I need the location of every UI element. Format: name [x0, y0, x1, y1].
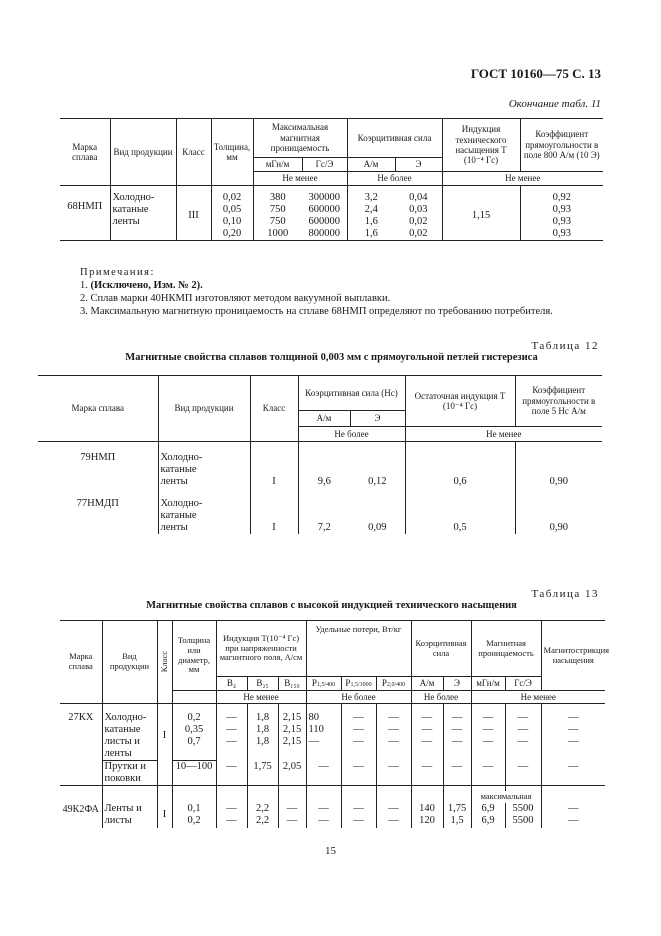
- table-cell: —: [216, 736, 247, 748]
- table-cell: 1,75: [247, 760, 278, 773]
- table-cell: 1,75: [443, 803, 471, 815]
- table-cell: —: [411, 760, 443, 773]
- table-cell: 0,7: [172, 736, 216, 748]
- page-number: 15: [325, 845, 336, 857]
- col-product: Вид продукции: [102, 621, 157, 704]
- table-cell: 2,2: [247, 803, 278, 815]
- class-vertical-label: Класс: [158, 651, 169, 673]
- table-cell: 300000: [308, 191, 340, 203]
- limit-label: Не менее: [471, 691, 605, 704]
- table-cell: 0,02: [211, 192, 253, 204]
- table-cell: 1,8: [247, 712, 278, 724]
- col-coercive: Коэрцитивная сила: [347, 119, 442, 158]
- limit-label: Не менее: [253, 172, 347, 186]
- col-coercive: Коэрцитивная сила: [411, 621, 471, 677]
- table-cell: —: [376, 815, 411, 827]
- col-perm: Магнитная проницаемость: [471, 621, 541, 677]
- table-cell: 2,2: [247, 815, 278, 827]
- table-12-title: Магнитные свойства сплавов толщиной 0,003 мм с прямоугольной петлей гистерезиса: [125, 352, 538, 363]
- unit: Э: [395, 158, 442, 172]
- table-cell: —: [216, 803, 247, 815]
- note-2: 2. Сплав марки 40НКМП изготовляют методом вакуумной выплавки.: [80, 293, 391, 304]
- max-label: максимальная: [471, 791, 541, 803]
- table-cell: —: [341, 760, 376, 773]
- product-line: катаные: [110, 204, 176, 216]
- table-cell: —: [341, 815, 376, 827]
- col-grade: Марка сплава: [38, 376, 158, 442]
- table-cell: —: [341, 712, 376, 724]
- table-13: [60, 620, 610, 828]
- product-line: Прутки и: [102, 760, 157, 773]
- induction-cell: 1,15: [442, 192, 520, 241]
- table-cell: —: [471, 760, 505, 773]
- table-cell: 110: [306, 724, 341, 736]
- table-cell: —: [505, 736, 541, 748]
- table-cell: —: [216, 760, 247, 773]
- product-line: листы: [102, 815, 157, 827]
- table-cell: 3,2: [347, 192, 395, 204]
- table-cell: —: [443, 760, 471, 773]
- table-cell: 0,20: [211, 228, 253, 241]
- table-cell: 0,09: [368, 521, 387, 533]
- table-cell: —: [306, 760, 341, 773]
- notes-title: Примечания:: [80, 267, 155, 278]
- table-cell: —: [278, 815, 306, 827]
- table-cell: —: [541, 803, 605, 815]
- col-grade: Марка сплава: [60, 621, 102, 704]
- col-coercive: Коэрцитивная сила (Нс): [298, 376, 405, 411]
- col-class: [157, 621, 172, 704]
- col-residual: Остаточная индукция Т (10⁻⁴ Гс): [405, 376, 515, 427]
- table-cell: 80: [306, 712, 341, 724]
- table-cell: 0,02: [409, 215, 428, 227]
- table-cell: 2,15: [278, 724, 306, 736]
- note-1-number: 1.: [80, 280, 88, 291]
- col-induction: Индукция технического насыщения Т (10⁻⁴ Гс): [442, 119, 520, 172]
- table-12: [38, 375, 602, 534]
- table-cell: —: [216, 724, 247, 736]
- table-cell: —: [541, 815, 605, 827]
- table-cell: 0,35: [172, 724, 216, 736]
- table-cell: 800000: [302, 228, 347, 241]
- table-cell: —: [341, 803, 376, 815]
- table-cell: —: [541, 724, 605, 736]
- col-class: Класс: [250, 376, 298, 442]
- table-cell: 1,6: [347, 216, 395, 228]
- limit-label: Не более: [411, 691, 471, 704]
- table-cell: 1000: [253, 228, 302, 241]
- product-line: ленты: [158, 476, 250, 488]
- product-line: катаные: [102, 724, 157, 736]
- col-max-perm: Максимальная магнитная проницаемость: [253, 119, 347, 158]
- table-cell: 0,12: [368, 475, 387, 487]
- table-cell: —: [341, 724, 376, 736]
- sub-col: А/м: [411, 677, 443, 691]
- p-subscript: 1,5/400: [316, 682, 336, 689]
- col-product: Вид продукции: [158, 376, 250, 442]
- table-cell: 600000: [308, 215, 340, 227]
- table-cell: 0,92: [520, 192, 603, 204]
- unit: мГн/м: [253, 158, 302, 172]
- p-subscript: 1,5/1000: [350, 682, 372, 689]
- table-cell: 0,5: [405, 522, 515, 534]
- table-cell: —: [541, 760, 605, 773]
- col-losses: Удельные потери, Вт/кг: [306, 621, 411, 677]
- note-1-text: (Исключено, Изм. № 2).: [90, 280, 203, 291]
- table-cell: —: [376, 712, 411, 724]
- table-cell: 2,15: [278, 736, 306, 748]
- unit: Э: [350, 411, 405, 427]
- table-cell: —: [278, 803, 306, 815]
- table-cell: —: [216, 712, 247, 724]
- table-cell: —: [443, 724, 471, 736]
- table-cell: 0,93: [520, 204, 603, 216]
- sub-col: [376, 677, 411, 691]
- product-line: листы и: [102, 736, 157, 748]
- note-3: 3. Максимальную магнитную проницаемость на сплаве 68НМП определяют по требованию потребителя.: [80, 306, 553, 317]
- table-cell: —: [376, 736, 411, 748]
- sub-col: Э: [443, 677, 471, 691]
- col-thickness: Толщина, мм: [211, 119, 253, 186]
- table-cell: 1,5: [443, 815, 471, 827]
- table-cell: —: [306, 803, 341, 815]
- limit-label: Не менее: [405, 427, 602, 442]
- table-cell: —: [376, 724, 411, 736]
- col-product: Вид продукции: [110, 119, 176, 186]
- limit-label: Не менее: [442, 172, 603, 186]
- product-line: Холодно-: [110, 192, 176, 204]
- table-cell: —: [306, 736, 341, 748]
- grade-cell: 68НМП: [60, 192, 110, 241]
- table-cell: 140: [411, 803, 443, 815]
- product-line: Холодно-: [158, 498, 250, 510]
- table-end-caption: Окончание табл. 11: [508, 98, 601, 110]
- unit: А/м: [298, 411, 350, 427]
- table-cell: 9,6: [298, 476, 350, 488]
- table-cell: —: [411, 712, 443, 724]
- col-thickness: Толщина или диаметр, мм: [172, 621, 216, 691]
- sub-col: [341, 677, 376, 691]
- product-line: поковки: [102, 773, 157, 786]
- col-rect: Коэффициент прямоугольности в поле 800 А/м (10 Э): [520, 119, 603, 172]
- p-symbol: P: [311, 678, 317, 689]
- product-line: ленты: [102, 748, 157, 761]
- table-cell: 750: [253, 204, 302, 216]
- table-cell: 1,8: [247, 736, 278, 748]
- unit: А/м: [347, 158, 395, 172]
- sub-col: B₁₅₀: [278, 677, 306, 691]
- table-cell: 1,6: [347, 228, 395, 241]
- class-cell: I: [250, 476, 298, 488]
- table-cell: —: [411, 736, 443, 748]
- table-cell: —: [443, 736, 471, 748]
- p-subscript: 2,0/400: [386, 682, 406, 689]
- class-cell: III: [176, 192, 211, 241]
- class-cell: I: [157, 803, 172, 827]
- product-line: катаные: [158, 464, 250, 476]
- table-cell: 2,15: [278, 712, 306, 724]
- col-class: Класс: [176, 119, 211, 186]
- table-cell: —: [411, 724, 443, 736]
- table-cell: 750: [253, 216, 302, 228]
- table-cell: 0,93: [520, 228, 603, 241]
- table-cell: 6,9: [471, 815, 505, 827]
- col-rect: Коэффициент прямоугольности в поле 5 Нс А/м: [515, 376, 602, 427]
- table-cell: —: [341, 736, 376, 748]
- table-cell: —: [541, 736, 605, 748]
- table-cell: 2,05: [278, 760, 306, 773]
- table-cell: 10—100: [172, 760, 216, 773]
- table-cell: 0,03: [409, 203, 428, 215]
- table-cell: 0,2: [172, 712, 216, 724]
- table-cell: 0,93: [520, 216, 603, 228]
- table-cell: 5500: [505, 803, 541, 815]
- sub-col: B₂₅: [247, 677, 278, 691]
- table-cell: —: [471, 712, 505, 724]
- grade-cell: 27КХ: [68, 711, 94, 723]
- class-cell: I: [250, 522, 298, 534]
- table-cell: 0,02: [395, 228, 442, 241]
- product-line: катаные: [158, 510, 250, 522]
- table-cell: 0,1: [172, 803, 216, 815]
- p-symbol: P: [381, 678, 387, 689]
- table-cell: 380: [253, 192, 302, 204]
- table-cell: 5500: [505, 815, 541, 827]
- product-line: Ленты и: [102, 803, 157, 815]
- sub-col: мГн/м: [471, 677, 505, 691]
- table-cell: —: [505, 712, 541, 724]
- table-cell: 0,04: [409, 191, 428, 203]
- limit-label: Не менее: [216, 691, 306, 704]
- col-grade: Марка сплава: [60, 119, 110, 186]
- table-cell: 2,4: [347, 204, 395, 216]
- table-cell: 1,8: [247, 724, 278, 736]
- product-line: Холодно-: [158, 452, 250, 464]
- table-cell: 120: [411, 815, 443, 827]
- limit-label: Не более: [306, 691, 411, 704]
- note-1: [80, 279, 620, 292]
- table-cell: 0,90: [515, 522, 602, 534]
- grade-cell: 77НМДП: [76, 497, 119, 509]
- table-cell: 0,05: [211, 204, 253, 216]
- grade-cell: 49К2ФА: [62, 803, 99, 815]
- table-cell: —: [471, 736, 505, 748]
- sub-col: [306, 677, 341, 691]
- product-line: ленты: [158, 522, 250, 534]
- table-cell: 6,9: [471, 803, 505, 815]
- table-cell: —: [443, 712, 471, 724]
- sub-col: Гс/Э: [505, 677, 541, 691]
- col-magnetostriction: Магнитострикция насыщения: [541, 621, 605, 691]
- table-cell: —: [471, 724, 505, 736]
- sub-col: B₄: [216, 677, 247, 691]
- col-induction: Индукция Т(10⁻⁴ Гс) при напряженности магнитного поля, А/см: [216, 621, 306, 677]
- product-line: ленты: [110, 216, 176, 228]
- limit-label: Не более: [347, 172, 442, 186]
- page-ref: ГОСТ 10160—75 С. 13: [470, 66, 601, 81]
- table-12-label: Таблица 12: [531, 340, 599, 352]
- table-13-label: Таблица 13: [531, 588, 599, 600]
- table-cell: 0,10: [211, 216, 253, 228]
- table-cell: —: [376, 760, 411, 773]
- p-symbol: P: [345, 678, 351, 689]
- limit-label: Не более: [298, 427, 405, 442]
- table-cell: —: [306, 815, 341, 827]
- table-cell: 0,90: [515, 476, 602, 488]
- table-cell: —: [216, 815, 247, 827]
- table-cell: 7,2: [298, 522, 350, 534]
- unit: Гс/Э: [302, 158, 347, 172]
- table-13-title: Магнитные свойства сплавов с высокой индукцией технического насыщения: [146, 600, 517, 611]
- table-cell: 0,6: [405, 476, 515, 488]
- class-cell: I: [157, 712, 172, 761]
- table-cell: 0,2: [172, 815, 216, 827]
- product-line: Холодно-: [102, 712, 157, 724]
- table-cell: —: [505, 724, 541, 736]
- grade-cell: 79НМП: [80, 451, 116, 463]
- table-cell: 600000: [308, 203, 340, 215]
- table-cell: —: [376, 803, 411, 815]
- table-cell: —: [541, 712, 605, 724]
- table-cell: —: [505, 760, 541, 773]
- notes: [80, 266, 620, 318]
- table-11: [60, 118, 603, 241]
